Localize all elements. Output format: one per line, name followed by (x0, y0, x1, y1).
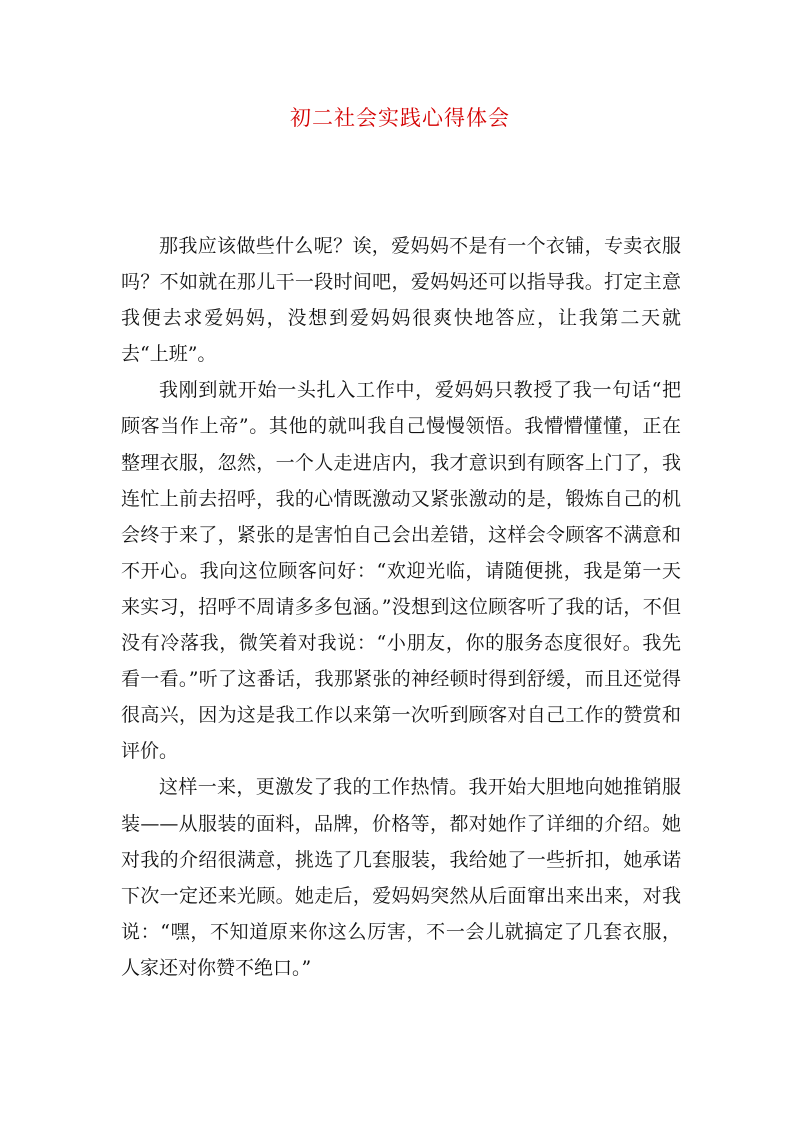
document-body (121, 228, 681, 986)
paragraph-2: 我刚到就开始一头扎入工作中，爱妈妈只教授了我一句话“把顾客当作上帝”。其他的就叫我自己慢慢领悟。我懵懵懂懂，正在整理衣服，忽然，一个人走进店内，我才意识到有顾客上门了，我连忙上前去招呼，我的心情既激动又紧张激动的是，锻炼自己的机会终于来了，紧张的是害怕自己会出差错，这样会令顾客不满意和不开心。我向这位顾客问好：“欢迎光临，请随便挑，我是第一天来实习，招呼不周请多多包涵。”没想到这位顾客听了我的话，不但没有冷落我，微笑着对我说：“小朋友，你的服务态度很好。我先看一看。”听了这番话，我那紧张的神经顿时得到舒缓，而且还觉得很高兴，因为这是我工作以来第一次听到顾客对自己工作的赞赏和评价。 (121, 379, 681, 763)
paragraph-1: 那我应该做些什么呢？诶，爱妈妈不是有一个衣铺，专卖衣服吗？不如就在那儿干一段时间吧，爱妈妈还可以指导我。打定主意我便去求爱妈妈，没想到爱妈妈很爽快地答应，让我第二天就去“上班”。 (121, 235, 681, 366)
document-title: 初二社会实践心得体会 (290, 106, 510, 130)
paragraph-3: 这样一来，更激发了我的工作热情。我开始大胆地向她推销服装——从服装的面料，品牌，价格等，都对她作了详细的介绍。她对我的介绍很满意，挑选了几套服装，我给她了一些折扣，她承诺下次一定还来光顾。她走后，爱妈妈突然从后面窜出来出来，对我说：“嘿，不知道原来你这么厉害，不一会儿就搞定了几套衣服，人家还对你赞不绝口。” (121, 776, 681, 979)
